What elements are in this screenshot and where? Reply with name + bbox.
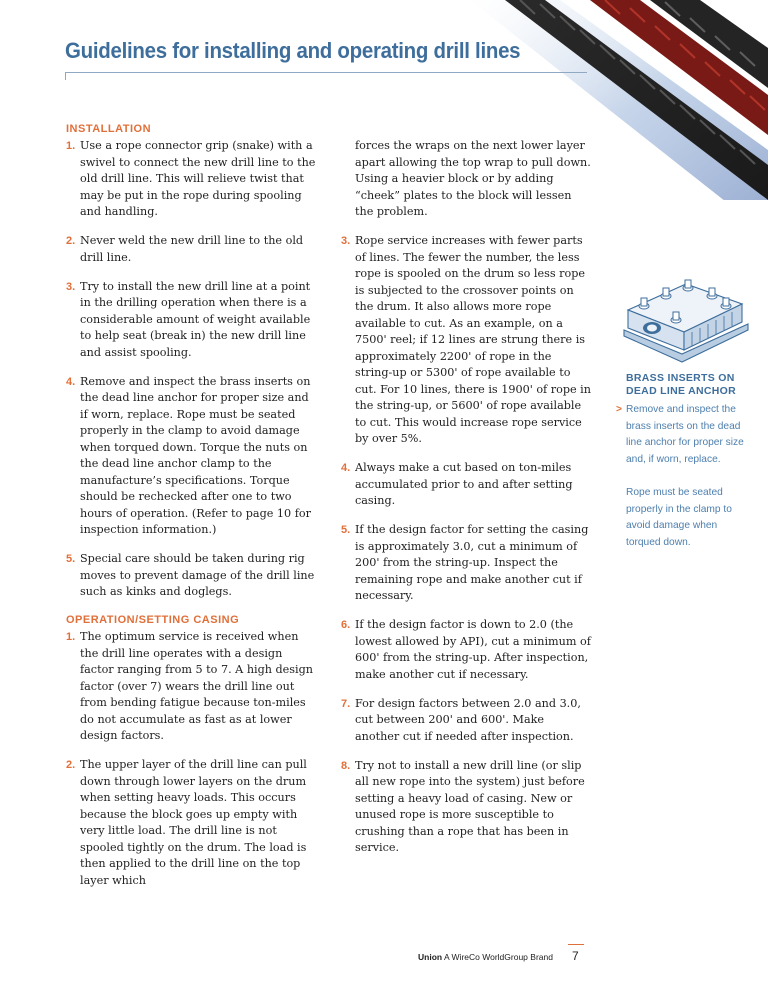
operation-item-2: 2. The upper layer of the drill line can pull down through lower layers on the drum when setting heavy loads. This occurs because the block goes up empty with very little load. The drill line is not spooled tightly on the drum. The load is then applied to the drill line on the top layer which [66, 758, 307, 887]
installation-heading: INSTALLATION [66, 123, 152, 135]
footer-brand: Union [418, 952, 443, 962]
operation-item-3: 3. Rope service increases with fewer parts of lines. The fewer the number, the less rope is spooled on the drum so less rope is subjected to the crossover points on the drum. It also allows more rope available to cut. As an example, on a 7500' reel; if 12 lines are strung there is approximately 2200' of rope in the string-up or 5300' of rope available to cut. For 10 lines, there is 1900' of rope in the string-up, or 5600' of rope available to cut. This would increase rope service by over 5%. [341, 234, 591, 445]
operation-heading: OPERATION/SETTING CASING [66, 614, 240, 626]
page-title: Guidelines for installing and operating drill lines [65, 38, 521, 63]
title-rule-tick [65, 72, 66, 80]
operation-item-4: 4. Always make a cut based on ton-miles accumulated prior to and after setting casing. [341, 461, 573, 507]
footer-tagline: A WireCo WorldGroup Brand [443, 952, 553, 962]
bullet-chevron-icon: > [616, 404, 622, 415]
installation-item-2: 2. Never weld the new drill line to the old drill line. [66, 234, 304, 264]
operation-item-2-continuation: forces the wraps on the next lower layer apart allowing the top wrap to pull down. Using a heavier block or by adding “cheek” plates to the block will lessen the problem. [355, 139, 591, 218]
operation-item-6: 6. If the design factor is down to 2.0 (the lowest allowed by API), cut a minimum of 600' from the string-up. After inspection, make another cut if necessary. [341, 618, 591, 681]
operation-item-8: 8. Try not to install a new drill line (or slip all new rope into the system) just before setting a heavy load of casing. New or unused rope is more susceptible to crushing than a rope that has been in service. [341, 758, 585, 854]
installation-item-4: 4. Remove and inspect the brass inserts on the dead line anchor for proper size and if worn, replace. Rope must be seated properly in the clamp to avoid damage when torqued down. Torque the nuts on the dead line anchor clamp to the manufacture’s specifications. Torque should be rechecked after one to two hours of operation. (Refer to page 10 for inspection information.) [66, 374, 311, 536]
page-number-rule [568, 944, 584, 945]
sidebar-paragraph-1: Remove and inspect the brass inserts on the dead line anchor for proper size and, if worn, replace. [626, 404, 744, 465]
operation-item-1: 1. The optimum service is received when the drill line operates with a design factor ranging from 5 to 7. A high design factor (over 7) wears the drill line out from bending fatigue because ton-miles do not accumulate as fast as at lower design factors. [66, 630, 313, 742]
page-number: 7 [572, 949, 579, 963]
dead-line-anchor-illustration [616, 270, 756, 365]
title-rule [65, 72, 587, 73]
installation-item-1: 1. Use a rope connector grip (snake) with a swivel to connect the new drill line to the old drill line. This will relieve twist that may be put in the rope during spooling and handling. [66, 139, 316, 218]
column-middle [341, 138, 591, 869]
installation-item-5: 5. Special care should be taken during rig moves to prevent damage of the drill line such as kinks and doglegs. [66, 552, 315, 598]
operation-item-7: 7. For design factors between 2.0 and 3.0, cut between 200' and 600'. Make another cut if needed after inspection. [341, 696, 581, 743]
sidebar-paragraph-2: Rope must be seated properly in the clamp to avoid damage when torqued down. [626, 487, 732, 548]
footer [418, 952, 553, 962]
sidebar-caption [616, 402, 746, 568]
operation-item-5: 5. If the design factor for setting the casing is approximately 3.0, cut a minimum of 200' from the string-up. Inspect the remaining rope and make another cut if necessary. [341, 523, 589, 602]
installation-item-3: 3. Try to install the new drill line at a point in the drilling operation when there is a considerable amount of weight available to help seat (break in) the new drill line and assist spooling. [66, 279, 311, 359]
column-left [66, 122, 316, 902]
sidebar-caption-title: BRASS INSERTS ON DEAD LINE ANCHOR [626, 372, 736, 397]
